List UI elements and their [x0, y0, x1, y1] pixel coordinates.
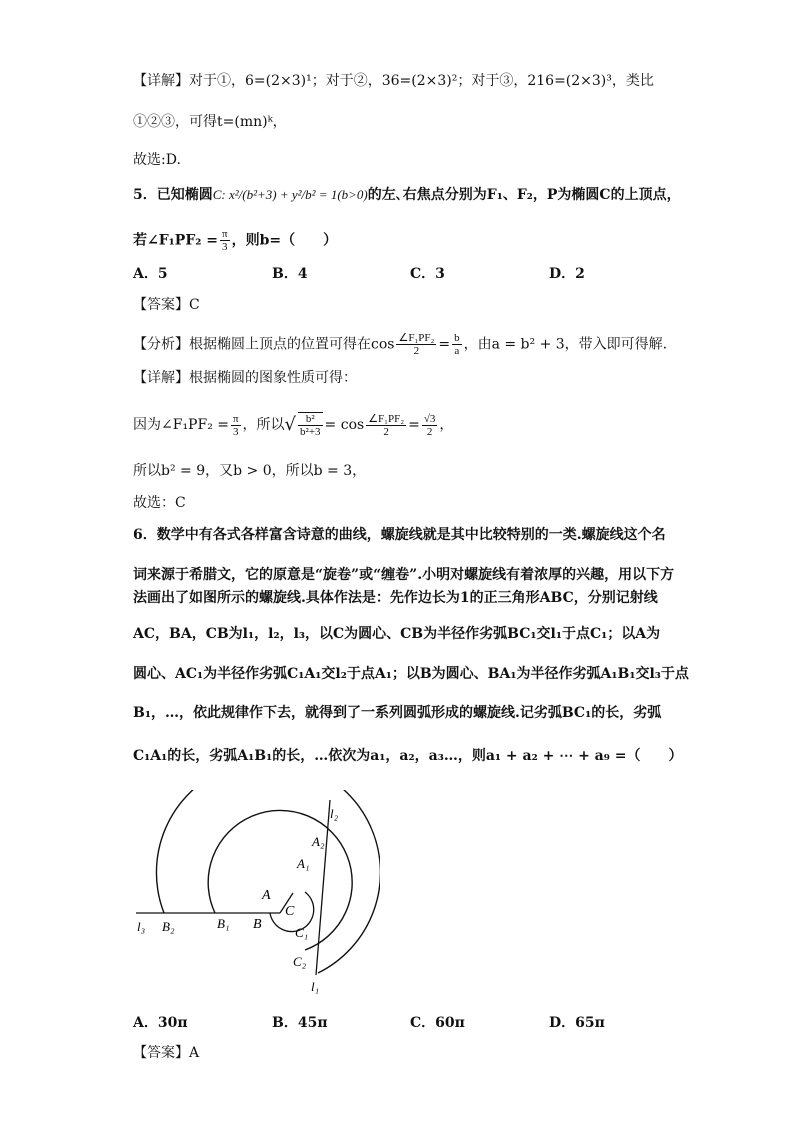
q6-line-6: B₁，…，依此规律作下去，就得到了一系列圆弧形成的螺旋线.记劣弧BC₁的长，劣弧 [133, 705, 662, 721]
frac-denominator: 2 [413, 345, 420, 357]
label-l3: l₃ [137, 919, 146, 934]
spiral-middle-arc [208, 810, 352, 950]
q5-answer: 【答案】C [133, 297, 200, 313]
label-l2: l₂ [330, 806, 339, 821]
q5-stem-prefix: 5．已知椭圆 [133, 187, 213, 203]
equals-sign: = [408, 417, 420, 433]
q6-option-c: C．60π [410, 1015, 465, 1031]
frac-numerator: π [222, 228, 228, 240]
q5-select: 故选：C [133, 495, 186, 511]
q6-line-7: C₁A₁的长，劣弧A₁B₁的长，…依次为a₁，a₂，a₃…，则a₁ + a₂ + ⋯ + a₉ =（ ） [133, 748, 683, 764]
frac-numerator: b² [298, 413, 323, 426]
detail-fraction [231, 413, 241, 438]
q5-option-c: C．3 [410, 266, 445, 282]
rays-l1-l2 [316, 800, 330, 975]
q5-option-a: A．5 [133, 266, 168, 282]
frac-denominator: a [454, 345, 460, 357]
q5-stem-suffix: 的左､右焦点分别为F₁、F₂，P为椭圆C的上顶点， [367, 187, 681, 203]
frac-numerator: b [454, 332, 460, 344]
q5-analysis [133, 332, 667, 357]
frac-numerator: ∠F₁PF₂ [398, 332, 435, 344]
q5-stem-line-2 [133, 228, 337, 253]
frac-numerator: π [232, 412, 239, 425]
q5-option-b: B．4 [272, 266, 308, 282]
frac-denominator: 3 [233, 425, 239, 438]
detail-fraction-4 [422, 413, 438, 438]
q6-line-2: 词来源于希腊文，它的原意是“旋卷”或“缠卷”.小明对螺旋线有着浓厚的兴趣，用以下方 [133, 567, 675, 583]
label-b: B [253, 917, 262, 932]
detail-text: ， [439, 417, 454, 433]
frac-numerator: √3 [423, 412, 436, 425]
q6-option-a: A．30π [133, 1015, 188, 1031]
frac-numerator: ∠F₁PF₂ [368, 412, 405, 425]
analysis-tail: ，由a = b² + 3，带入即可得解. [463, 336, 668, 353]
frac-denominator: 2 [383, 425, 389, 438]
label-a: A [262, 888, 271, 903]
q5-detail-head: 【详解】根据椭圆的图象性质可得： [133, 370, 357, 386]
label-c: C [285, 904, 295, 919]
label-a2: A₂ [312, 834, 325, 849]
q6-line-4: AC，BA，CB为l₁，l₂，l₃，以C为圆心、CB为半径作劣弧BC₁交l₁于点C₁；以A为 [133, 626, 661, 642]
frac-denominator: 3 [222, 241, 228, 253]
q5-stem-line-1 [133, 185, 681, 205]
analysis-text: 【分析】根据椭圆上顶点的位置可得在cos [133, 336, 395, 353]
q6-option-b: B．45π [272, 1015, 328, 1031]
q5-option-d: D．2 [549, 266, 585, 282]
ellipse-equation: C: x²/(b²+3) + y²/b² = 1(b>0) [212, 187, 368, 202]
q6-option-d: D．65π [549, 1015, 605, 1031]
q5-detail-line-3: 所以b² = 9，又b > 0，所以b = 3， [133, 463, 367, 479]
detail-line-1: 【详解】对于①，6=(2×3)¹；对于②，36=(2×3)²；对于③，216=(2×3)³，类比 [133, 73, 654, 89]
equals-sign: = [438, 336, 451, 353]
q5-angle-fraction [220, 228, 230, 253]
spiral-outer-arc [156, 790, 380, 973]
select-line: 故选:D. [133, 152, 181, 168]
sqrt-symbol: √ [284, 414, 297, 435]
label-c1: C₁ [295, 925, 309, 940]
detail-text: = cos [324, 417, 365, 433]
label-b1: B₁ [217, 916, 230, 931]
q6-line-3: 法画出了如图所示的螺旋线.具体作法是：先作边长为1的正三角形ABC，分别记射线 [133, 590, 658, 606]
q6-answer: 【答案】A [133, 1045, 200, 1061]
q5-angle-text: 若∠F₁PF₂ = [133, 232, 219, 249]
frac-denominator: 2 [426, 425, 433, 438]
q6-line-5: 圆心、AC₁为半径作劣弧C₁A₁交l₂于点A₁；以B为圆心、BA₁为半径作劣弧A₁B₁交l₃于点 [133, 666, 689, 682]
q5-detail-line-2 [133, 412, 453, 438]
label-c2: C₂ [293, 954, 307, 969]
q5-question-text: ，则b=（ ） [231, 232, 338, 249]
label-a1: A₁ [297, 856, 310, 871]
sqrt-fraction [298, 412, 323, 438]
label-l1: l₁ [311, 979, 320, 994]
label-b2: B₂ [162, 919, 175, 934]
frac-denominator: b²+3 [300, 426, 321, 438]
spiral-figure [120, 790, 380, 1000]
detail-line-2: ①②③，可得t=(mn)ᵏ， [133, 114, 287, 130]
detail-text: ，所以 [242, 417, 285, 433]
detail-fraction-3 [366, 413, 406, 438]
detail-text: 因为∠F₁PF₂ = [133, 417, 229, 433]
analysis-fraction [396, 332, 436, 357]
analysis-fraction-2 [452, 332, 462, 357]
q6-line-1: 6．数学中有各式各样富含诗意的曲线，螺旋线就是其中比较特别的一类.螺旋线这个名 [133, 527, 666, 543]
